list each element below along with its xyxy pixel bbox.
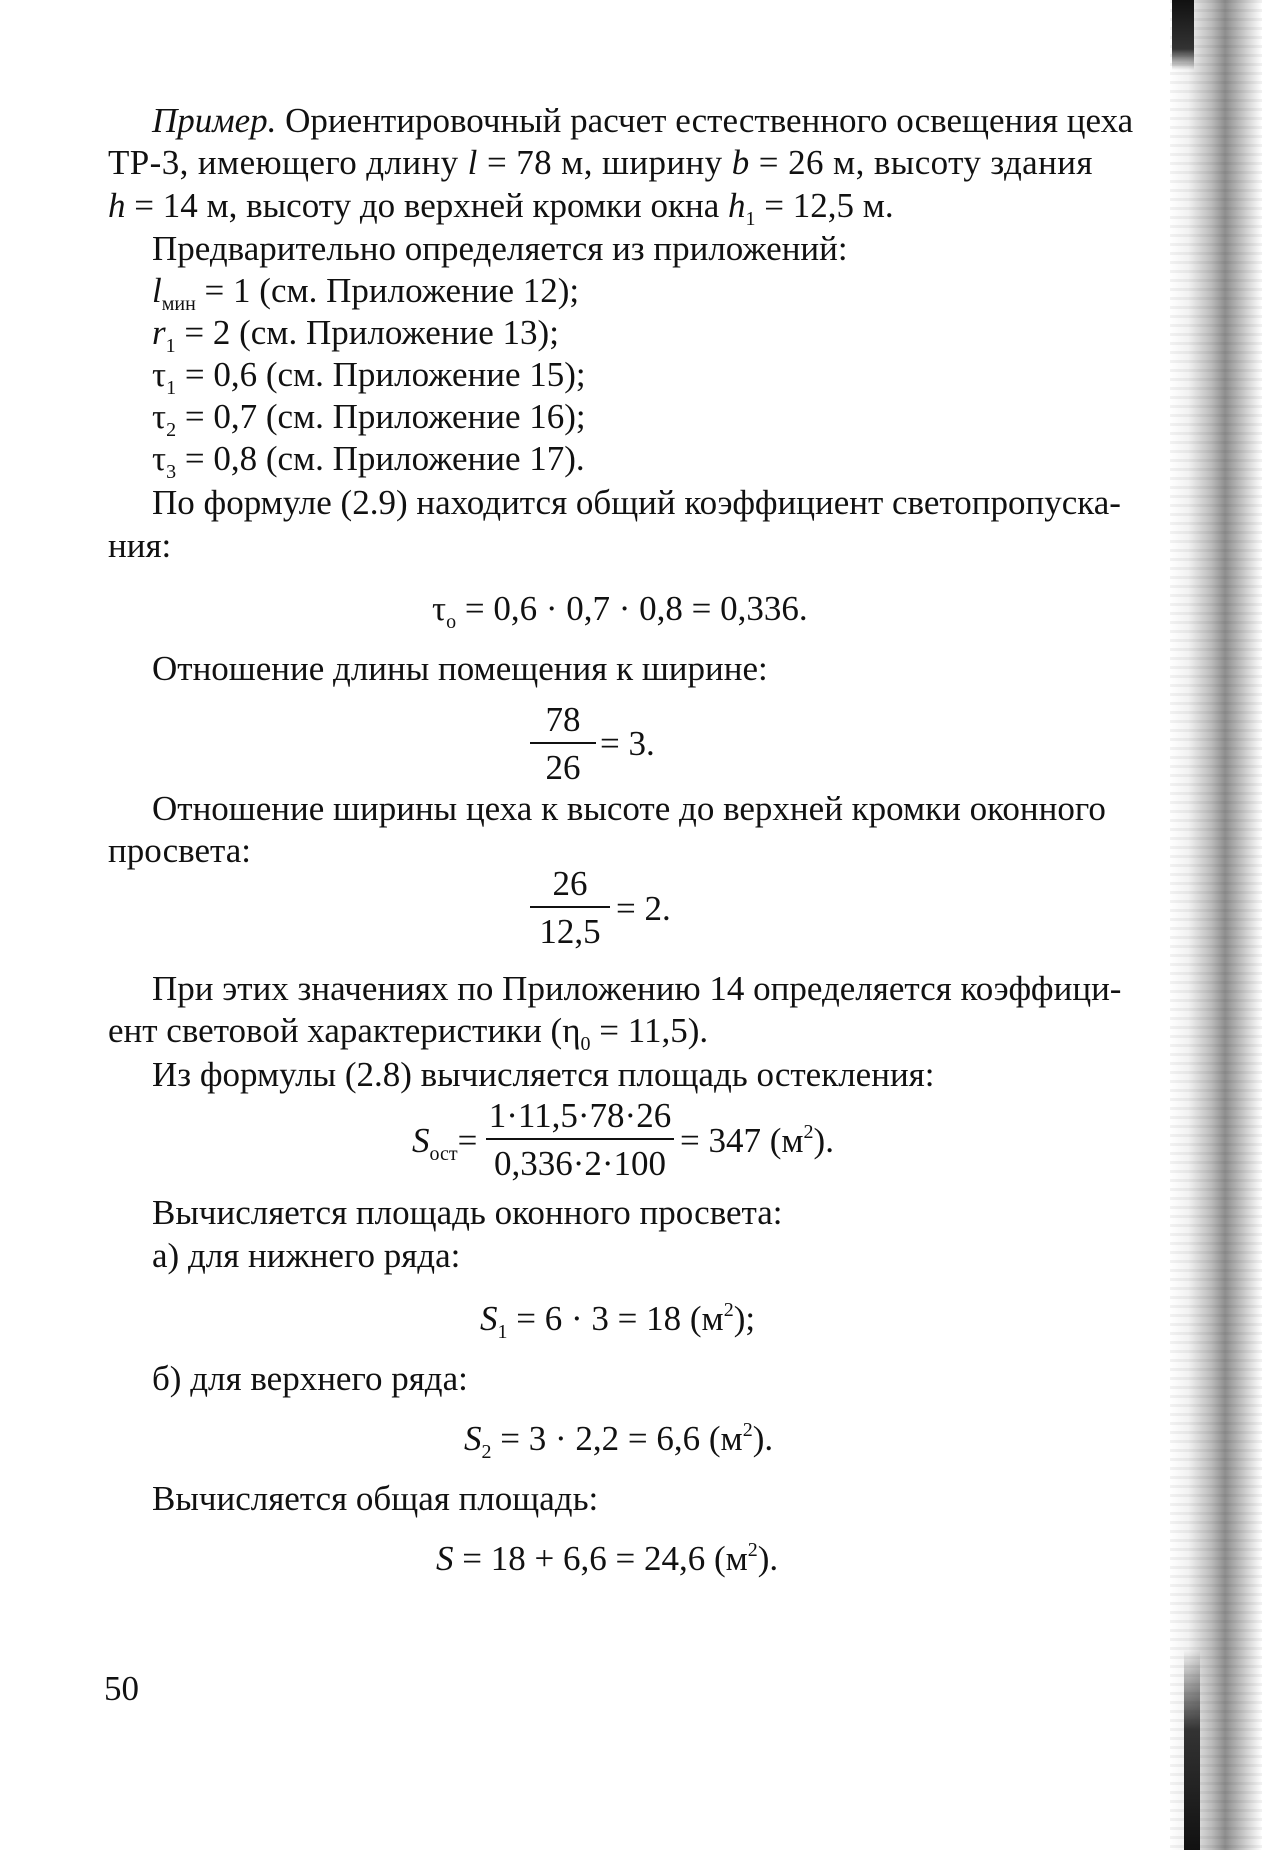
eta-text-line-1: При этих значениях по Приложению 14 определяется коэффици- xyxy=(152,969,1122,1008)
page-number: 50 xyxy=(104,1669,139,1708)
ratio1-fraction: $\frac{78}{26}$ xyxy=(530,700,596,788)
s-ost-fraction: $\frac{1\cdot 11,5\cdot 78\cdot 26}{0,336\cdot 2\cdot 100}$ xyxy=(486,1096,674,1184)
spine-dark-edge-top xyxy=(1172,0,1194,70)
example-line-3: h = 14 м, высоту до верхней кромки окна $h_1 = 12,5$ м. xyxy=(108,186,894,230)
param-r1: $r_1 = 2$ (см. Приложение 13); xyxy=(152,313,559,357)
upper-row-label: б) для верхнего ряда: xyxy=(152,1359,468,1398)
lower-row-label: а) для нижнего ряда: xyxy=(152,1236,461,1275)
example-label: Пример. xyxy=(152,101,277,140)
formula-text-line-2: ния: xyxy=(108,526,172,565)
ratio2-result: = 2. xyxy=(616,889,671,928)
param-tau2: $\tau_2 = 0,7$ (см. Приложение 16); xyxy=(152,397,586,441)
glazing-text: Из формулы (2.8) вычисляется площадь остекления: xyxy=(152,1055,935,1094)
ratio1-result: = 3. xyxy=(600,724,655,763)
example-text: Ориентировочный расчет естественного освещения цеха xyxy=(276,101,1134,140)
window-text: Вычисляется площадь оконного просвета: xyxy=(152,1193,783,1232)
example-line-1 xyxy=(152,100,1133,142)
s-ost-symbol: $S_{ост}=$ xyxy=(412,1121,478,1165)
spine-dark-edge-bottom xyxy=(1184,1650,1200,1850)
ratio2-text-line-2: просвета: xyxy=(108,831,251,870)
ratio1-text: Отношение длины помещения к ширине: xyxy=(152,649,768,688)
s-total-equation: S = 18 + 6,6 = 24,6 $(м^2)$. xyxy=(436,1539,779,1578)
total-text: Вычисляется общая площадь: xyxy=(152,1479,599,1518)
formula-text-line-1: По формуле (2.9) находится общий коэффициент светопропуска- xyxy=(152,483,1121,522)
ratio2-text-line-1: Отношение ширины цеха к высоте до верхней кромки оконного xyxy=(152,789,1106,828)
param-tau3: $\tau_3 = 0,8$ (см. Приложение 17). xyxy=(152,439,585,483)
intro-text: Предварительно определяется из приложений: xyxy=(152,229,848,268)
tau0-equation: $\tau_о = 0,6 \cdot 0,7 \cdot 0,8 = 0,336$. xyxy=(432,589,808,633)
param-tau1: $\tau_1 = 0,6$ (см. Приложение 15); xyxy=(152,355,586,399)
param-l-min: $l_{мин} = 1$ (см. Приложение 12); xyxy=(152,271,580,315)
s2-equation: $S_2 = 3 \cdot 2,2 = 6,6$ $(м^2)$. xyxy=(464,1419,774,1463)
ratio2-fraction: $\frac{26}{12,5}$ xyxy=(530,864,610,952)
s-ost-result: = 347 $(м^2)$. xyxy=(680,1121,834,1160)
example-line-2: ТР-3, имеющего длину l = 78 м, ширину b = 26 м, высоту здания xyxy=(108,143,1093,182)
eta-text-line-2: ент световой характеристики $(\eta_0 = 11,5)$. xyxy=(108,1011,709,1055)
s1-equation: $S_1 = 6 \cdot 3 = 18$ $(м^2)$; xyxy=(480,1299,756,1343)
book-spine-shadow xyxy=(1170,0,1262,1850)
